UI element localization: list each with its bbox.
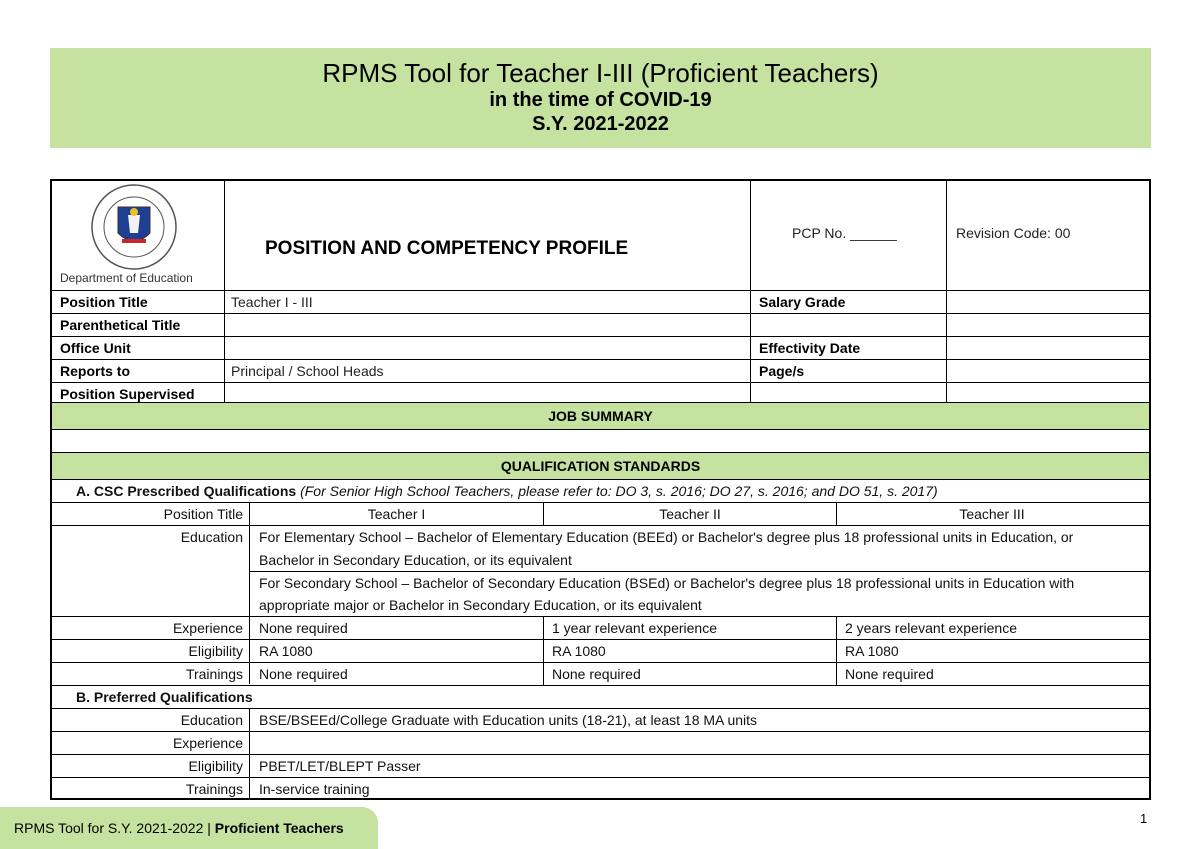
office-unit-label: Office Unit bbox=[60, 340, 131, 356]
eligibility-teacher-1: RA 1080 bbox=[259, 643, 313, 659]
position-supervised-label: Position Supervised bbox=[60, 386, 195, 402]
trainings-teacher-2: None required bbox=[552, 666, 641, 682]
preferred-trainings-value: In-service training bbox=[259, 781, 370, 797]
department-label: Department of Education bbox=[60, 271, 193, 285]
deped-seal-icon bbox=[82, 183, 186, 271]
education-secondary-line-2: appropriate major or Bachelor in Secondary Education, or its equivalent bbox=[259, 597, 702, 613]
position-title-value: Teacher I - III bbox=[231, 294, 313, 310]
preferred-eligibility-label: Eligibility bbox=[188, 758, 243, 774]
preferred-education-label: Education bbox=[180, 712, 243, 728]
footer-tab bbox=[0, 807, 378, 849]
preferred-trainings-label: Trainings bbox=[185, 781, 243, 797]
teacher-1-col: Teacher I bbox=[367, 506, 426, 522]
page-subtitle: in the time of COVID-19 bbox=[489, 89, 712, 111]
teacher-2-col: Teacher II bbox=[659, 506, 721, 522]
salary-grade-label: Salary Grade bbox=[759, 294, 846, 310]
footer-bold-text: Proficient Teachers bbox=[214, 820, 344, 836]
preferred-experience-label: Experience bbox=[172, 735, 243, 751]
education-elementary-line-1: For Elementary School – Bachelor of Elementary Education (BEEd) or Bachelor's degree plus 18 professional units in Education, or bbox=[259, 529, 1074, 545]
teacher-3-col: Teacher III bbox=[959, 506, 1025, 522]
position-title-label: Position Title bbox=[60, 294, 148, 310]
experience-teacher-1: None required bbox=[259, 620, 348, 636]
job-summary-heading: JOB SUMMARY bbox=[52, 402, 1149, 430]
reports-to-label: Reports to bbox=[60, 363, 130, 379]
eligibility-teacher-2: RA 1080 bbox=[552, 643, 606, 659]
deped-logo-cell bbox=[52, 181, 224, 289]
parenthetical-title-value bbox=[225, 314, 750, 336]
csc-title-note: (For Senior High School Teachers, please refer to: DO 3, s. 2016; DO 27, s. 2016; and DO 51, s. 2017) bbox=[300, 483, 938, 499]
effectivity-date-label: Effectivity Date bbox=[759, 340, 861, 356]
preferred-qualifications-title: B. Preferred Qualifications bbox=[76, 689, 253, 705]
form-title: POSITION AND COMPETENCY PROFILE bbox=[265, 238, 629, 259]
csc-qualifications-title bbox=[76, 480, 1146, 502]
experience-teacher-2: 1 year relevant experience bbox=[552, 620, 717, 636]
trainings-teacher-1: None required bbox=[259, 666, 348, 682]
position-title-col-header: Position Title bbox=[163, 506, 243, 522]
experience-label: Experience bbox=[172, 620, 243, 636]
revision-code: Revision Code: 00 bbox=[956, 225, 1071, 241]
preferred-education-value: BSE/BSEEd/College Graduate with Education units (18-21), at least 18 MA units bbox=[259, 712, 758, 728]
qualification-standards-heading: QUALIFICATION STANDARDS bbox=[52, 452, 1149, 480]
effectivity-date-value bbox=[947, 337, 1147, 359]
pages-value bbox=[947, 360, 1147, 382]
csc-title-bold: A. CSC Prescribed Qualifications bbox=[76, 483, 297, 499]
page-number: 1 bbox=[1140, 811, 1148, 826]
experience-teacher-3: 2 years relevant experience bbox=[845, 620, 1017, 636]
job-summary-text bbox=[52, 430, 1149, 452]
page-title: RPMS Tool for Teacher I-III (Proficient Teachers) bbox=[322, 58, 879, 88]
office-unit-value bbox=[225, 337, 750, 359]
footer-text: RPMS Tool for S.Y. 2021-2022 | bbox=[14, 820, 215, 836]
reports-to-value: Principal / School Heads bbox=[231, 363, 384, 379]
pages-label: Page/s bbox=[759, 363, 805, 379]
eligibility-teacher-3: RA 1080 bbox=[845, 643, 899, 659]
preferred-experience-value bbox=[259, 732, 1147, 754]
education-secondary-line-1: For Secondary School – Bachelor of Secondary Education (BSEd) or Bachelor's degree plus 18 professional units in Education with bbox=[259, 575, 1075, 591]
pcp-number: PCP No. ______ bbox=[792, 225, 897, 241]
trainings-label: Trainings bbox=[185, 666, 243, 682]
eligibility-label: Eligibility bbox=[188, 643, 243, 659]
parenthetical-title-label: Parenthetical Title bbox=[60, 317, 181, 333]
title-banner bbox=[50, 48, 1151, 148]
school-year: S.Y. 2021-2022 bbox=[532, 113, 669, 135]
education-label: Education bbox=[180, 529, 243, 545]
salary-grade-value bbox=[947, 291, 1147, 313]
education-elementary-line-2: Bachelor in Secondary Education, or its equivalent bbox=[259, 552, 572, 568]
position-profile-form bbox=[50, 179, 1151, 800]
trainings-teacher-3: None required bbox=[845, 666, 934, 682]
preferred-eligibility-value: PBET/LET/BLEPT Passer bbox=[259, 758, 421, 774]
